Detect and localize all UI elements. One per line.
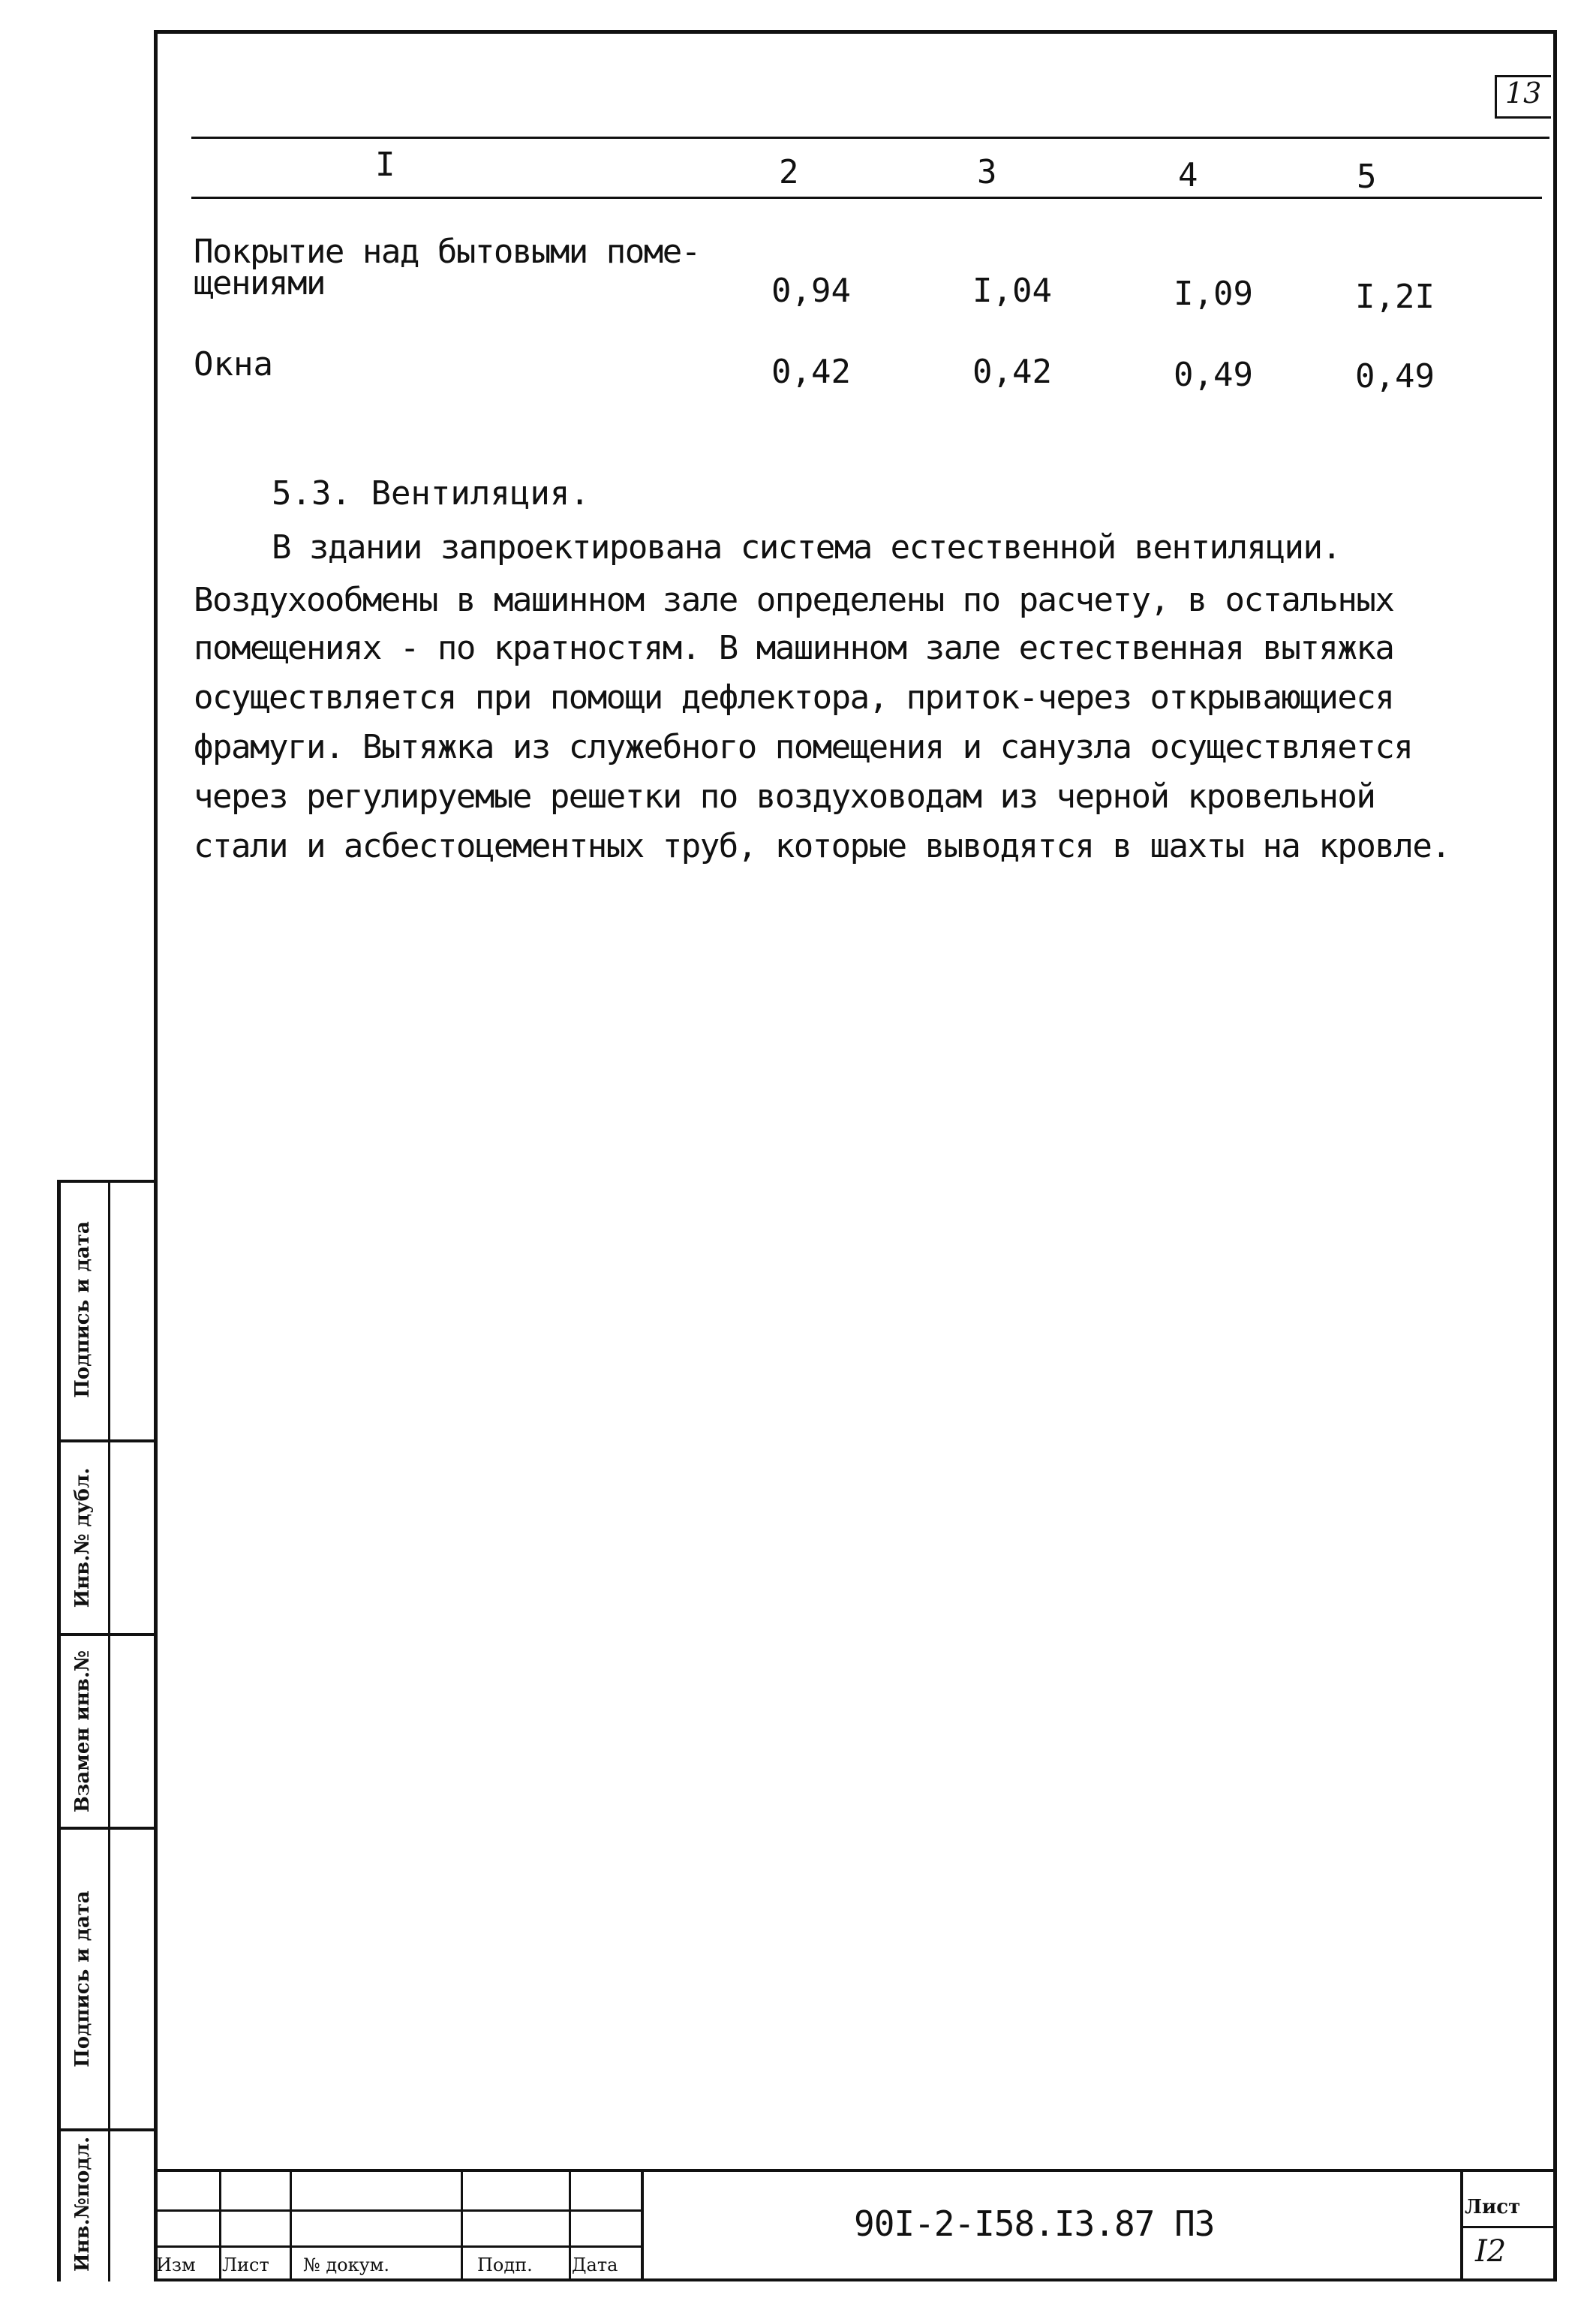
section-heading: 5.3. Вентиляция.: [272, 474, 590, 513]
table-row-1-col-3: I,04: [972, 272, 1052, 310]
title-block-col-rule-1: [219, 2169, 221, 2281]
side-stamp-label-dup-inv: Инв.№ дубл.: [71, 1467, 94, 1608]
side-stamp-inner-divider: [108, 1180, 110, 2281]
frame-top-border: [154, 30, 1557, 34]
side-stamp-sep-1: [57, 1439, 158, 1442]
table-header-col-2: 2: [779, 153, 799, 191]
table-header-col-1: I: [375, 146, 395, 184]
table-row-1-col-5: I,2I: [1355, 278, 1435, 316]
table-row-1-label-line2: щениями: [194, 264, 325, 302]
frame-bottom-border: [154, 2278, 1557, 2281]
table-header-col-5: 5: [1357, 158, 1377, 196]
section-body-line-1: В здании запроектирована система естественной вентиляции.: [272, 528, 1341, 567]
table-header-bottom-rule: [191, 197, 1542, 199]
title-block-sheet-number: I2: [1475, 2234, 1507, 2269]
table-row-2-label: Окна: [194, 345, 273, 383]
table-row-1-label-line1: Покрытие над бытовыми поме-: [194, 233, 700, 271]
title-block-doc-code: 90I-2-I58.I3.87 ПЗ: [854, 2203, 1215, 2244]
section-body-line-6: через регулируемые решетки по воздуховодам из черной кровельной: [194, 778, 1375, 816]
table-header-col-3: 3: [977, 153, 997, 191]
table-header-top-rule: [191, 137, 1549, 139]
table-row-2-col-2: 0,42: [771, 353, 851, 391]
title-block-col-signature: Подп.: [477, 2254, 533, 2275]
title-block-sheet-col-rule: [1460, 2169, 1463, 2281]
title-block-sheet-row-rule: [1460, 2226, 1555, 2228]
table-header-col-4: 4: [1178, 156, 1198, 194]
title-block-col-rule-2: [290, 2169, 292, 2281]
title-block-col-doc-num: № докум.: [303, 2254, 389, 2275]
side-stamp-sep-2: [57, 1633, 158, 1636]
table-row-2-col-4: 0,49: [1174, 356, 1253, 394]
title-block-col-rule-5: [641, 2169, 644, 2281]
title-block-col-rule-4: [569, 2169, 571, 2281]
title-block-top-rule: [154, 2169, 1557, 2172]
table-row-2-col-3: 0,42: [972, 353, 1052, 391]
frame-right-border: [1553, 30, 1557, 2281]
section-body-line-3: помещениях - по кратностям. В машинном зале естественная вытяжка: [194, 629, 1394, 667]
section-body-line-2: Воздухообмены в машинном зале определены по расчету, в остальных: [194, 581, 1394, 619]
side-stamp-label-signature-date-2: Подпись и дата: [71, 1890, 94, 2068]
title-block-col-sheet: Лист: [222, 2254, 269, 2275]
title-block-sheet-label: Лист: [1465, 2196, 1521, 2218]
table-row-1-col-2: 0,94: [771, 272, 851, 310]
title-block-col-date: Дата: [572, 2254, 618, 2275]
side-stamp-sep-3: [57, 1827, 158, 1830]
side-stamp-label-orig-inv: Инв.№подл.: [71, 2136, 94, 2272]
section-body-line-5: фрамуги. Вытяжка из служебного помещения и санузла осуществляется: [194, 728, 1413, 766]
table-row-1-col-4: I,09: [1174, 275, 1253, 313]
table-row-2-col-5: 0,49: [1355, 357, 1435, 396]
title-block-col-rule-3: [461, 2169, 463, 2281]
title-block-col-change: Изм: [156, 2254, 196, 2275]
side-stamp-label-signature-date: Подпись и дата: [71, 1221, 94, 1398]
section-body-line-7: стали и асбестоцементных труб, которые выводятся в шахты на кровле.: [194, 827, 1450, 865]
page-number-top: 13: [1505, 77, 1542, 110]
side-stamp-label-replacement-inv: Взамен инв.№: [71, 1650, 94, 1813]
section-body-line-4: осуществляется при помощи дефлектора, приток-через открывающиеся: [194, 678, 1394, 717]
